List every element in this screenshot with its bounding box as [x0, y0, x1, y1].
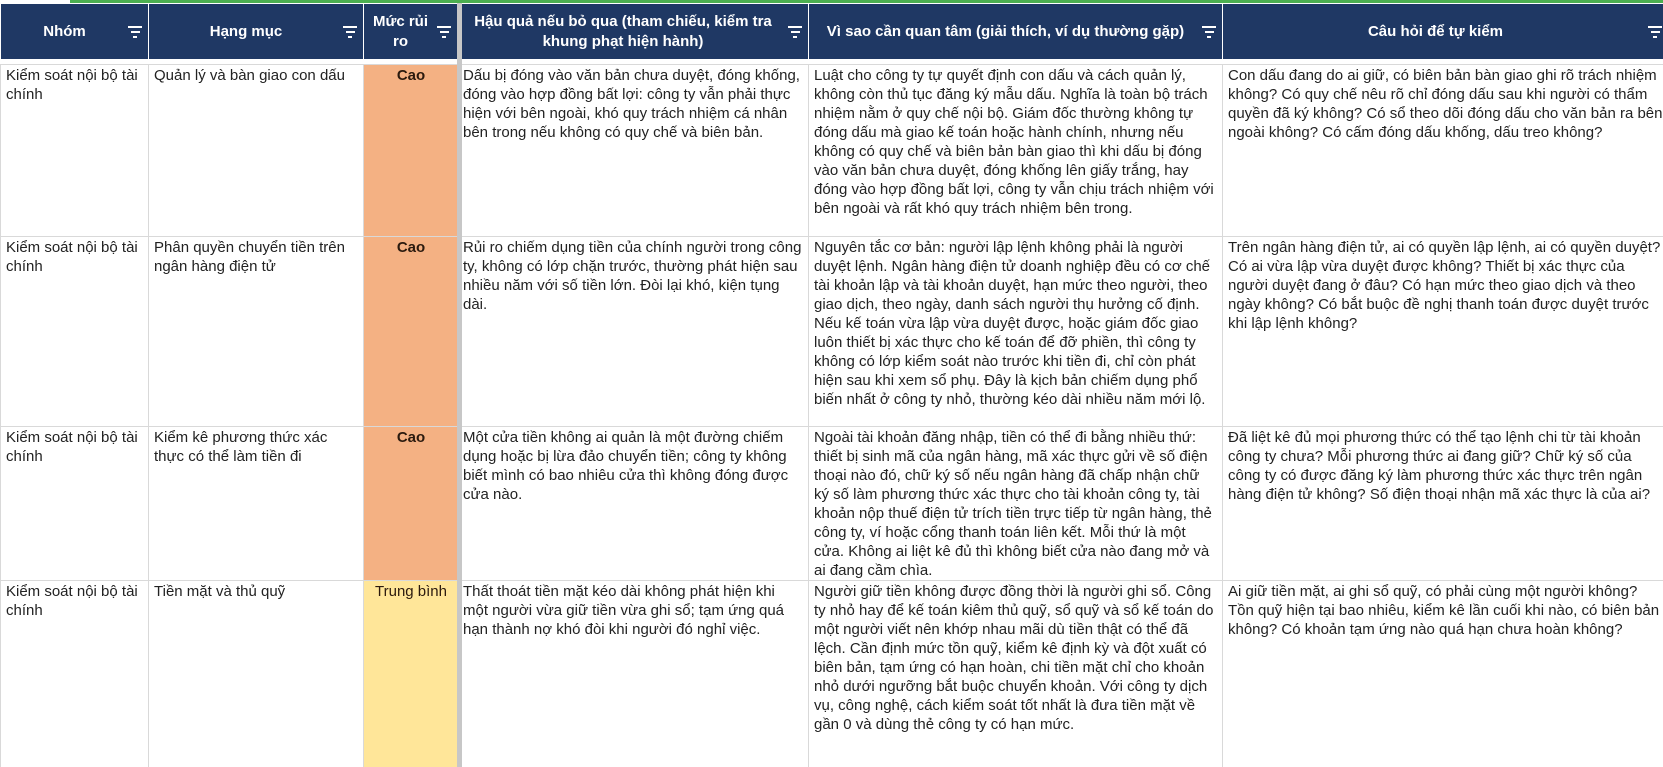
filter-icon[interactable]: [1648, 26, 1662, 38]
table-row: [1, 581, 1663, 767]
cell-consequence[interactable]: Thất thoát tiền mặt kéo dài không phát hiện khi một người vừa giữ tiền vừa ghi sổ; tạm ứng quá hạn thành nợ khó đòi khi người đó nghỉ việc.: [458, 581, 809, 767]
cell-item[interactable]: Quản lý và bàn giao con dấu: [149, 65, 364, 237]
cell-question[interactable]: Trên ngân hàng điện tử, ai có quyền lập lệnh, ai có quyền duyệt? Có ai vừa lập vừa duyệt được không? Thiết bị xác thực của người duyệt đang ở đâu? Có hạn mức theo giao dịch và theo ngày không? Có bắt buộc đề nghị thanh toán được duyệt trước khi lập lệnh không?: [1223, 237, 1663, 427]
column-header-question[interactable]: [1223, 4, 1663, 60]
filter-icon[interactable]: [343, 26, 357, 38]
cell-risk[interactable]: Cao: [364, 65, 458, 237]
header-row: [1, 4, 1663, 60]
header-label: Nhóm: [43, 22, 86, 40]
cell-item[interactable]: Phân quyền chuyển tiền trên ngân hàng điện tử: [149, 237, 364, 427]
data-table: [0, 3, 1663, 767]
table-row: [1, 427, 1663, 581]
cell-risk[interactable]: Cao: [364, 237, 458, 427]
cell-why[interactable]: Người giữ tiền không được đồng thời là người ghi sổ. Công ty nhỏ hay để kế toán kiêm thủ quỹ, sổ quỹ và sổ kế toán do một người viết nên khớp nhau mãi dù tiền thật có thể đã lệch. Cần định mức tồn quỹ, kiểm kê định kỳ và đột xuất có biên bản, tạm ứng có hạn hoàn, chi tiền mặt chỉ cho khoản nhỏ dưới ngưỡng bắt buộc chuyển khoản. Với công ty dịch vụ, công nghệ, cách kiểm soát tốt nhất là đưa tiền mặt về gần 0 và dùng thẻ công ty có hạn mức.: [809, 581, 1223, 767]
column-header-group[interactable]: [1, 4, 149, 60]
header-label: Hạng mục: [209, 22, 283, 40]
cell-question[interactable]: Đã liệt kê đủ mọi phương thức có thể tạo lệnh chi từ tài khoản công ty chưa? Mỗi phương thức ai đang giữ? Chữ ký số của công ty có được đăng ký làm phương thức xác thực trên ngân hàng điện tử không? Số điện thoại nhận mã xác thực là của ai?: [1223, 427, 1663, 581]
cell-consequence[interactable]: Rủi ro chiếm dụng tiền của chính người trong công ty, không có lớp chặn trước, thường phát hiện sau nhiều năm với số tiền lớn. Đòi lại khó, kiện tụng dài.: [458, 237, 809, 427]
table-row: [1, 237, 1663, 427]
table-row: [1, 65, 1663, 237]
cell-group[interactable]: Kiểm soát nội bộ tài chính: [1, 581, 149, 767]
header-label: Hậu quả nếu bỏ qua (tham chiếu, kiểm tra khung phạt hiện hành): [474, 12, 772, 50]
cell-why[interactable]: Ngoài tài khoản đăng nhập, tiền có thể đi bằng nhiều thứ: thiết bị sinh mã của ngân hàng, mã xác thực gửi về số điện thoại nào đó, chữ ký số nếu ngân hàng đã chấp nhận chữ ký số làm phương thức xác thực cho tài khoản công ty, tài khoản nộp thuế điện tử trích tiền trực tiếp từ ngân hàng, thẻ công ty, ví hoặc cổng thanh toán liên kết. Mỗi thứ là một cửa. Không ai liệt kê đủ thì không biết cửa nào đang mở và ai đang cầm chìa.: [809, 427, 1223, 581]
column-header-item[interactable]: [149, 4, 364, 60]
filter-icon[interactable]: [788, 26, 802, 38]
column-header-why[interactable]: [809, 4, 1223, 60]
cell-why[interactable]: Luật cho công ty tự quyết định con dấu và cách quản lý, không còn thủ tục đăng ký mẫu dấu. Nghĩa là toàn bộ trách nhiệm nằm ở quy chế nội bộ. Giám đốc thường không tự đóng dấu mà giao kế toán hoặc hành chính, nhưng nếu không có quy chế và biên bản bàn giao thì khi dấu bị đóng vào văn bản chưa duyệt, đóng khống lên giấy trắng, hay đóng vào hợp đồng bất lợi, công ty vẫn chịu trách nhiệm với bên ngoài và rất khó quy trách nhiệm bên trong.: [809, 65, 1223, 237]
header-label: Vì sao cần quan tâm (giải thích, ví dụ thường gặp): [826, 22, 1185, 40]
cell-group[interactable]: Kiểm soát nội bộ tài chính: [1, 237, 149, 427]
cell-consequence[interactable]: Một cửa tiền không ai quản là một đường chiếm dụng hoặc bị lừa đảo chuyển tiền; công ty không biết mình có bao nhiêu cửa thì không đóng được cửa nào.: [458, 427, 809, 581]
cell-item[interactable]: Tiền mặt và thủ quỹ: [149, 581, 364, 767]
cell-risk[interactable]: Trung bình: [364, 581, 458, 767]
cell-question[interactable]: Ai giữ tiền mặt, ai ghi sổ quỹ, có phải cùng một người không? Tồn quỹ hiện tại bao nhiêu, kiểm kê lần cuối khi nào, có biên bản không? Có khoản tạm ứng nào quá hạn chưa hoàn không?: [1223, 581, 1663, 767]
header-label: Câu hỏi để tự kiểm: [1367, 22, 1504, 40]
filter-icon[interactable]: [1202, 26, 1216, 38]
cell-risk[interactable]: Cao: [364, 427, 458, 581]
cell-consequence[interactable]: Dấu bị đóng vào văn bản chưa duyệt, đóng khống, đóng vào hợp đồng bất lợi: công ty vẫn phải thực hiện với bên ngoài, khó quy trách nhiệm cá nhân bên trong nếu không có quy chế và biên bản.: [458, 65, 809, 237]
frozen-column-divider[interactable]: [457, 3, 462, 767]
filter-icon[interactable]: [437, 26, 451, 38]
cell-group[interactable]: Kiểm soát nội bộ tài chính: [1, 427, 149, 581]
cell-group[interactable]: Kiểm soát nội bộ tài chính: [1, 65, 149, 237]
cell-item[interactable]: Kiểm kê phương thức xác thực có thể làm tiền đi: [149, 427, 364, 581]
header-label: Mức rủi ro: [372, 12, 429, 50]
cell-question[interactable]: Con dấu đang do ai giữ, có biên bản bàn giao ghi rõ trách nhiệm không? Có quy chế nêu rõ chỉ đóng dấu sau khi người có thẩm quyền đã ký không? Có sổ theo dõi đóng dấu cho văn bản ra bên ngoài không? Có cấm đóng dấu khống, dấu treo không?: [1223, 65, 1663, 237]
cell-why[interactable]: Nguyên tắc cơ bản: người lập lệnh không phải là người duyệt lệnh. Ngân hàng điện tử doanh nghiệp đều có cơ chế tài khoản lập và tài khoản duyệt, hạn mức theo người, theo giao dịch, theo ngày, danh sách người thụ hưởng cố định. Nếu kế toán vừa lập vừa duyệt được, hoặc giám đốc giao luôn thiết bị xác thực cho kế toán để đỡ phiền, thì công ty không có lớp kiểm soát nào trước khi tiền đi, chỉ còn phát hiện sau khi xem sổ phụ. Đây là kịch bản chiếm dụng phổ biến nhất ở công ty nhỏ, thường kéo dài nhiều năm mới lộ.: [809, 237, 1223, 427]
filter-icon[interactable]: [128, 26, 142, 38]
column-header-consequence[interactable]: [458, 4, 809, 60]
column-header-risk[interactable]: [364, 4, 458, 60]
